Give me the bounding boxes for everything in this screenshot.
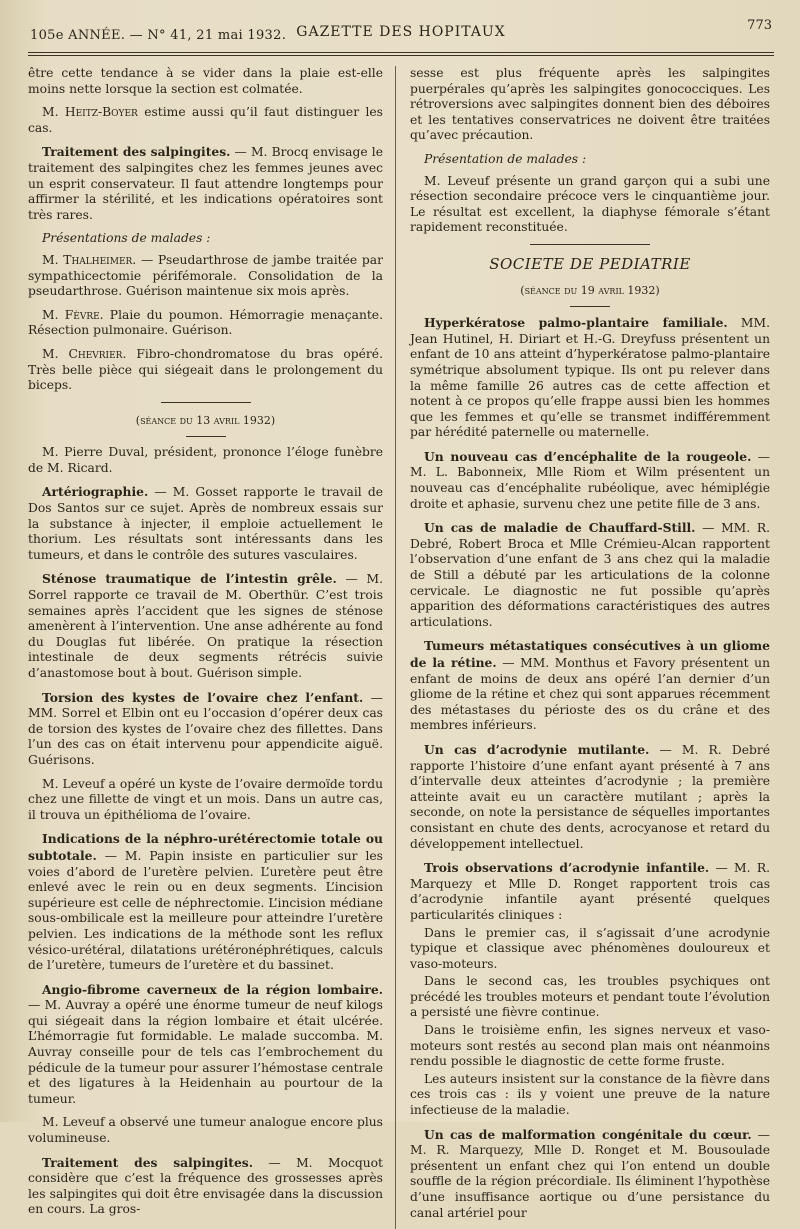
paragraph: Un cas de maladie de Chauffard-Still. — MM. R. Debré, Robert Broca et Mlle Crémieu-Alcan rapportent l’observation d’une enfant de 3 ans chez qui la maladie de Still a débuté par les articulations de la colonne cervicale. Le diagnostic ne fut possible qu’après apparition des déformations caractéristiques des autres articulations. [410, 520, 770, 629]
society-heading: SOCIETE DE PEDIATRIE [489, 254, 691, 273]
separator [570, 306, 610, 307]
paragraph: Angio-fibrome caverneux de la région lombaire. — M. Auvray a opéré une énorme tumeur de neuf kilogs qui siégeait dans la région lombaire et était ulcérée. L’hémorragie fut formidable. Le malade succomba. M. Auvray conseille pour de tels cas l’embrochement du pédicule de la tumeur pour assurer l’hémostase centrale et des ligatures à la Heidenhain au pourtour de la tumeur. [28, 981, 383, 1106]
columns [28, 66, 774, 1229]
paragraph: M. Leveuf présente un grand garçon qui a subi une résection secondaire précoce vers le cinquantième jour. Le résultat est excellent, la diaphyse fémorale s’étant rapidement reconstituée. [410, 173, 770, 235]
paragraph: M. Leveuf a opéré un kyste de l’ovaire dermoïde tordu chez une fillette de vingt et un mois. Dans un autre cas, il trouva un épithélioma de l’ovaire. [28, 776, 383, 822]
paragraph: Dans le second cas, les troubles psychiques ont précédé les troubles moteurs et pendant toute l’évolution a persisté une fièvre continue. [410, 974, 770, 1020]
paragraph: Dans le troisième enfin, les signes nerveux et vaso-moteurs sont restés au second plan mais ont néanmoins rendu possible le diagnostic de cette forme fruste. [410, 1023, 770, 1069]
issue-info: 105e ANNÉE. — N° 41, 21 mai 1932. [30, 28, 287, 43]
paragraph: Sténose traumatique de l’intestin grêle. — M. Sorrel rapporte ce travail de M. Oberthür. C’est trois semaines après l’accident que les signes de sténose amenèrent à l’intervention. Une anse adhérente au fond du Douglas fut libérée. On pratique la résection intestinale de deux segments rétrécis suivie d’anastomose bout à bout. Guérison simple. [28, 571, 383, 680]
separator [530, 244, 650, 245]
paragraph: Hyperkératose palmo-plantaire familiale. MM. Jean Hutinel, H. Diriart et H.-G. Dreyfuss présentent un enfant de 10 ans atteint d’hyperkératose palmo-plantaire symétrique absolument typique. Ils ont pu relever dans la même famille 26 autres cas de cette affection et notent à ce propos qu’elle frappe aussi bien les hommes que les femmes et qu’elle se transmet indifféremment par hérédité paternelle ou maternelle. [410, 315, 770, 440]
separator [161, 402, 251, 403]
paragraph: Dans le premier cas, il s’agissait d’une acrodynie typique et classique avec phénomènes douloureux et vaso-moteurs. [410, 925, 770, 971]
session-date: (séance du 13 avril 1932) [135, 413, 276, 427]
paragraph: M. Pierre Duval, président, prononce l’éloge funèbre de M. Ricard. [28, 445, 383, 475]
paragraph: Tumeurs métastatiques consécutives à un gliome de la rétine. — MM. Monthus et Favory présentent un enfant de moins de deux ans opéré l’an dernier d’un gliome de la rétine et chez qui sont apparues récemment des métastases du périoste des os du crâne et des membres inférieurs. [410, 638, 770, 733]
page-number: 773 [747, 18, 772, 33]
right-column [396, 66, 770, 1229]
paragraph: Un cas de malformation congénitale du cœur. — M. R. Marquezy, Mlle D. Ronget et M. Bousoulade présentent un enfant chez qui l’on entend un double souffle de la région précordiale. Ils éliminent l’hypothèse d’une insuffisance aortique ou d’une persistance du canal artériel pour [410, 1126, 770, 1220]
paragraph: Traitement des salpingites. — M. Mocquot considère que c’est la fréquence des grossesses après les salpingites qui doit être envisagée dans la discussion en cours. La gros- [28, 1154, 383, 1217]
paragraph: Torsion des kystes de l’ovaire chez l’enfant. — MM. Sorrel et Elbin ont eu l’occasion d’opérer deux cas de torsion des kystes de l’ovaire chez des fillettes. Dans l’un des cas on était intervenu pour appendicite aiguë. Guérisons. [28, 689, 383, 767]
paragraph: Un cas d’acrodynie mutilante. — M. R. Debré rapporte l’histoire d’une enfant ayant présenté à 7 ans d’intervalle deux atteintes d’acrodynie ; la première atteinte avait eu un caractère mutilant ; après la seconde, on note la persistance de séquelles importantes consistant en chute des dents, acrocyanose et retard du développement intellectuel. [410, 741, 771, 851]
section-heading: Présentations de malades : [42, 231, 211, 246]
paragraph: M. Fèvre. Plaie du poumon. Hémorragie menaçante. Résection pulmonaire. Guérison. [28, 307, 383, 338]
paragraph: Trois observations d’acrodynie infantile. — M. R. Marquezy et Mlle D. Ronget rapportent trois cas d’acrodynie infantile ayant présenté quelques particularités cliniques : [410, 860, 770, 922]
paragraph: M. Leveuf a observé une tumeur analogue encore plus volumineuse. [28, 1115, 383, 1146]
paragraph: M. Thalheimer. — Pseudarthrose de jambe traitée par sympathicectomie périfémorale. Consolidation de la pseudarthrose. Guérison maintenue six mois après. [28, 252, 383, 299]
left-column [28, 66, 396, 1229]
paragraph: Traitement des salpingites. — M. Brocq envisage le traitement des salpingites chez les femmes jeunes avec un esprit conservateur. Il faut attendre longtemps pour affirmer la stérilité, et les indications opératoires sont très rares. [28, 144, 383, 222]
paragraph: être cette tendance à se vider dans la plaie est-elle moins nette lorsque la section est colmatée. [28, 66, 383, 96]
paragraph: sesse est plus fréquente après les salpingites puerpérales qu’après les salpingites gonococciques. Les rétroversions avec salpingites donnent bien des déboires et les tentatives conservatrices ne doivent être traitées qu’avec précaution. [410, 66, 770, 143]
header-rule [28, 52, 774, 56]
paragraph: M. Heitz-Boyer estime aussi qu’il faut distinguer les cas. [28, 105, 383, 135]
separator [186, 436, 226, 437]
paragraph: Artériographie. — M. Gosset rapporte le travail de Dos Santos sur ce sujet. Après de nombreux essais sur la substance à injecter, il emploie actuellement le thorium. Les résultats sont intéressants dans les tumeurs, et dans le contrôle des sutures vasculaires. [28, 484, 383, 562]
section-heading: Présentation de malades : [424, 151, 587, 166]
paragraph: Indications de la néphro-urétérectomie totale ou subtotale. — M. Papin insiste en particulier sur les voies d’abord de l’uretère pelvien. L’uretère peut être enlevé avec le rein ou en deux segments. L’incision supérieure est celle de néphrectomie. L’incision médiane sous-ombilicale est la meilleure pour atteindre l’uretère pelvien. Les indications de la méthode sont les reflux vésico-urétéral, dilatations urétéronéphrétiques, calculs de l’uretère, tumeurs de l’uretère et du bassinet. [28, 831, 383, 973]
session-date: (séance du 19 avril 1932) [520, 283, 660, 297]
publication-title: GAZETTE DES HOPITAUX [296, 24, 506, 40]
paragraph: Les auteurs insistent sur la constance de la fièvre dans ces trois cas : ils y voient une preuve de la nature infectieuse de la maladie. [410, 1071, 770, 1118]
paragraph: M. Chevrier. Fibro-chondromatose du bras opéré. Très belle pièce qui siégeait dans le prolongement du biceps. [28, 346, 383, 393]
page-header [28, 18, 774, 50]
paragraph: Un nouveau cas d’encéphalite de la rougeole. — M. L. Babonneix, Mlle Riom et Wilm présentent un nouveau cas d’encéphalite rubéolique, avec hémiplégie droite et aphasie, survenu chez une petite fille de 3 ans. [410, 448, 770, 511]
